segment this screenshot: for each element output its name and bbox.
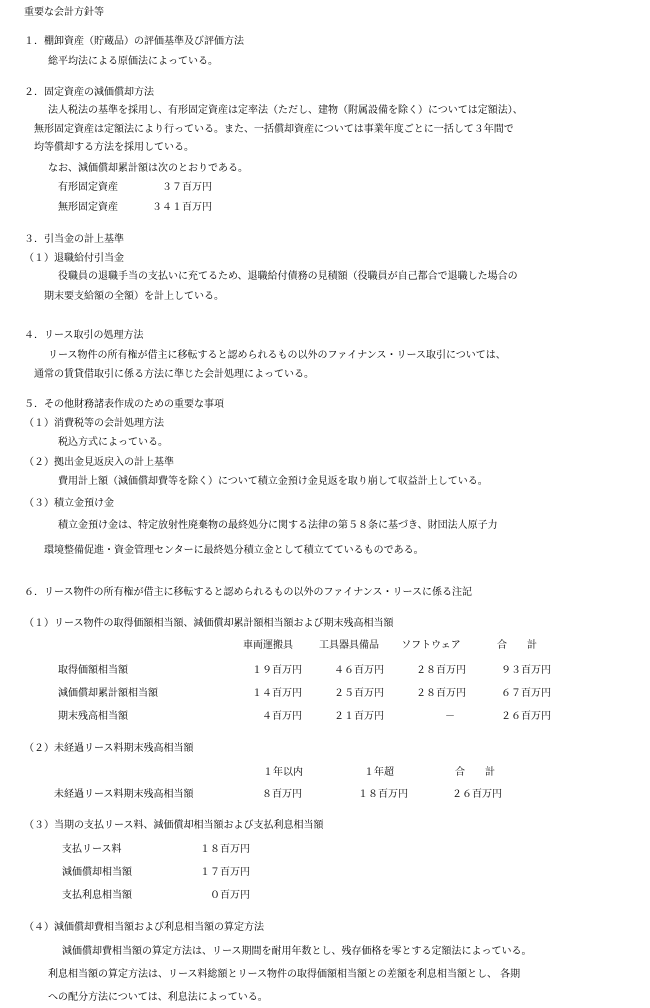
section-2-line-2: 無形固定資産は定額法により行っている。また、一括償却資産については事業年度ごとに一括して３年間で xyxy=(34,124,514,135)
section-6-sub-4-line-2: 利息相当額の算定方法は、リース料総額とリース物件の取得価額相当額との差額を利息相当額とし、 各期 xyxy=(48,969,521,980)
table2-row-label: 未経過リース料期末残高相当額 xyxy=(54,789,194,800)
section-6-sub-3: （３）当期の支払リース料、減価償却相当額および支払利息相当額 xyxy=(24,820,324,831)
table1-header-tools: 工具器具備品 xyxy=(319,640,379,651)
section-6-heading: ６．リース物件の所有権が借主に移転すると認められるもの以外のファイナンス・リースに係る注記 xyxy=(24,587,472,598)
table1-cell: ２８百万円 xyxy=(416,688,466,699)
item-value: ０百万円 xyxy=(210,890,250,901)
table1-cell: １４百万円 xyxy=(252,688,302,699)
table1-row-label: 期末残高相当額 xyxy=(58,711,128,722)
tangible-assets-label: 有形固定資産 xyxy=(58,182,118,193)
table1-cell: ４６百万円 xyxy=(334,665,384,676)
section-4-line-1: リース物件の所有権が借主に移転すると認められるもの以外のファイナンス・リース取引については、 xyxy=(48,350,506,361)
section-2-line-1: 法人税法の基準を採用し、有形固定資産は定率法（ただし、建物（附属設備を除く）については定額法）、 xyxy=(48,105,523,116)
section-4-line-2: 通常の賃貸借取引に係る方法に準じた会計処理によっている。 xyxy=(34,369,314,380)
intangible-assets-label: 無形固定資産 xyxy=(58,202,118,213)
section-5-sub-3: （３）積立金預け金 xyxy=(24,498,114,509)
section-5-sub-3-line-2: 環境整備促進・資金管理センターに最終処分積立金として積立てているものである。 xyxy=(44,545,424,556)
section-6-sub-4: （４）減価償却費相当額および利息相当額の算定方法 xyxy=(24,922,264,933)
item-value: １７百万円 xyxy=(200,867,250,878)
section-5-sub-2: （２）拠出金見返戻入の計上基準 xyxy=(24,457,174,468)
table1-row-label: 取得価額相当額 xyxy=(58,665,128,676)
table1-cell: ９３百万円 xyxy=(501,665,551,676)
table1-cell: ２５百万円 xyxy=(334,688,384,699)
table2-cell: ８百万円 xyxy=(262,789,302,800)
table1-header-vehicles: 車両運搬具 xyxy=(243,640,293,651)
section-6-sub-2: （２）未経過リース料期末残高相当額 xyxy=(24,743,194,754)
section-5-sub-1-body: 税込方式によっている。 xyxy=(58,437,168,448)
section-4-heading: ４．リース取引の処理方法 xyxy=(24,330,144,341)
section-2-line-4: なお、減価償却累計額は次のとおりである。 xyxy=(48,163,248,174)
table2-header-over-1y: １年超 xyxy=(364,767,394,778)
section-3-sub-1: （１）退職給付引当金 xyxy=(24,253,124,264)
section-5-sub-1: （１）消費税等の会計処理方法 xyxy=(24,418,164,429)
section-1-body: 総平均法による原価法によっている。 xyxy=(48,56,218,67)
item-label: 減価償却相当額 xyxy=(62,867,132,878)
intangible-assets-value: ３４１百万円 xyxy=(152,202,212,213)
table1-cell: １９百万円 xyxy=(252,665,302,676)
section-5-heading: ５．その他財務諸表作成のための重要な事項 xyxy=(24,399,224,410)
page-title: 重要な会計方針等 xyxy=(24,7,104,18)
section-6-sub-1: （１）リース物件の取得価額相当額、減価償却累計額相当額および期末残高相当額 xyxy=(24,618,394,629)
section-3-line-1: 役職員の退職手当の支払いに充てるため、退職給付債務の見積額（役職員が自己都合で退職した場合の xyxy=(58,271,518,282)
section-2-line-3: 均等償却する方法を採用している。 xyxy=(34,142,194,153)
table1-cell: ２８百万円 xyxy=(416,665,466,676)
table1-cell: ２１百万円 xyxy=(334,711,384,722)
table1-row-label: 減価償却累計額相当額 xyxy=(58,688,158,699)
section-6-sub-4-line-1: 減価償却費相当額の算定方法は、リース期間を耐用年数とし、残存価格を零とする定額法によっている。 xyxy=(62,946,532,957)
section-2-heading: ２．固定資産の減価償却方法 xyxy=(24,87,154,98)
table2-cell: ２６百万円 xyxy=(452,789,502,800)
table2-header-total: 合 計 xyxy=(455,767,495,778)
table1-header-software: ソフトウェア xyxy=(401,640,461,651)
item-label: 支払利息相当額 xyxy=(62,890,132,901)
section-3-line-2: 期末要支給額の全額）を計上している。 xyxy=(44,291,224,302)
table2-cell: １８百万円 xyxy=(358,789,408,800)
section-3-heading: ３．引当金の計上基準 xyxy=(24,234,124,245)
table1-cell: ６７百万円 xyxy=(501,688,551,699)
section-5-sub-3-line-1: 積立金預け金は、特定放射性廃棄物の最終処分に関する法律の第５８条に基づき、財団法人原子力 xyxy=(58,520,498,531)
table1-cell: － xyxy=(445,711,455,722)
item-label: 支払リース料 xyxy=(62,844,122,855)
item-value: １８百万円 xyxy=(200,844,250,855)
table1-cell: ２６百万円 xyxy=(501,711,551,722)
section-1-heading: １．棚卸資産（貯蔵品）の評価基準及び評価方法 xyxy=(24,36,244,47)
section-6-sub-4-line-3: への配分方法については、利息法によっている。 xyxy=(48,992,268,1003)
table2-header-within-1y: １年以内 xyxy=(263,767,303,778)
tangible-assets-value: ３７百万円 xyxy=(162,182,212,193)
section-5-sub-2-body: 費用計上額（減価償却費等を除く）について積立金預け金見返を取り崩して収益計上している。 xyxy=(58,476,488,487)
table1-header-total: 合 計 xyxy=(497,640,537,651)
table1-cell: ４百万円 xyxy=(262,711,302,722)
